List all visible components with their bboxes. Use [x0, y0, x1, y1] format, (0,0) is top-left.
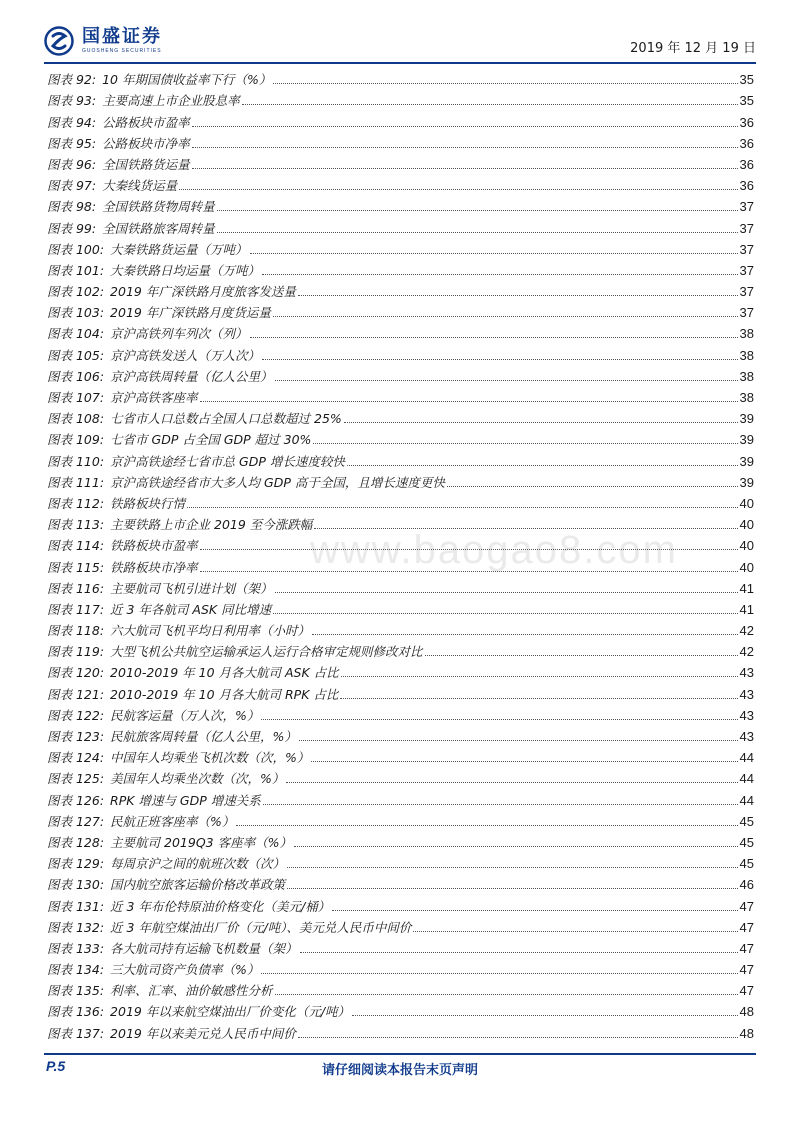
toc-entry-label: 图表 107:	[47, 390, 105, 405]
toc-entry-title: 七省市人口总数占全国人口总数超过 25%	[110, 411, 342, 427]
toc-entry-page: 44	[739, 750, 754, 766]
toc-leader-dots	[236, 825, 737, 826]
toc-entry-label: 图表 130:	[47, 877, 105, 893]
toc-entry-title: 全国铁路旅客周转量	[102, 220, 215, 236]
toc-entry-title: 近 3 年航空煤油出厂价（元/吨）、美元兑人民币中间价	[110, 919, 412, 935]
toc-entry-page: 45	[739, 834, 754, 850]
toc-entry-label: 图表 126:	[47, 792, 105, 808]
toc-entry[interactable]	[47, 724, 754, 745]
toc-entry-title: 京沪高铁列车列次（列）	[110, 326, 248, 342]
toc-entry-label: 图表 123:	[47, 729, 105, 744]
toc-entry[interactable]	[47, 1020, 754, 1041]
toc-entry-title: 近 3 年布伦特原油价格变化（美元/桶）	[110, 898, 331, 914]
toc-entry-page: 38	[739, 368, 754, 384]
toc-entry-title: 2010-2019 年 10 月各大航司 RPK 占比	[110, 686, 339, 702]
toc-entry-page: 35	[739, 72, 754, 88]
logo-icon	[44, 26, 74, 56]
toc-entry[interactable]	[47, 915, 754, 936]
toc-entry-title: 全国铁路货物周转量	[102, 199, 215, 215]
toc-entry-page: 39	[739, 453, 754, 469]
toc-entry-label: 图表 102:	[47, 284, 105, 300]
toc-entry-label: 图表 94:	[47, 114, 97, 130]
toc-entry-title: 2010-2019 年 10 月各大航司 ASK 占比	[110, 665, 339, 681]
toc-entry-label: 图表 109:	[47, 432, 105, 448]
toc-entry-page: 43	[739, 729, 754, 744]
toc-entry-page: 40	[739, 495, 754, 511]
toc-entry-page: 38	[739, 326, 754, 342]
toc-entry[interactable]	[47, 512, 754, 533]
toc-entry[interactable]	[47, 321, 754, 342]
toc-entry-title: 10 年期国债收益率下行（%）	[102, 72, 272, 88]
toc-entry[interactable]	[47, 745, 754, 766]
toc-entry-page: 42	[739, 623, 754, 639]
toc-entry-page: 44	[739, 792, 754, 808]
toc-entry-title: 美国年人均乘坐次数（次，%）	[110, 771, 285, 787]
toc-entry-title: 利率、汇率、油价敏感性分析	[110, 983, 273, 999]
toc-entry-page: 38	[739, 390, 754, 405]
toc-leader-dots	[447, 486, 738, 487]
toc-leader-dots	[340, 698, 737, 699]
toc-leader-dots	[314, 528, 737, 529]
toc-entry-page: 48	[739, 1025, 754, 1041]
toc-entry-label: 图表 108:	[47, 411, 105, 427]
toc-entry[interactable]	[47, 766, 754, 787]
toc-leader-dots	[192, 168, 738, 169]
toc-leader-dots	[298, 295, 738, 296]
toc-leader-dots	[250, 337, 738, 338]
toc-leader-dots	[217, 232, 738, 233]
toc-entry-page: 36	[739, 178, 754, 194]
toc-leader-dots	[413, 931, 737, 932]
toc-entry[interactable]	[47, 364, 754, 385]
toc-entry-label: 图表 98:	[47, 199, 97, 215]
toc-entry-title: 民航客运量（万人次，%）	[110, 707, 260, 723]
toc-entry-label: 图表 116:	[47, 580, 105, 596]
toc-entry-title: 主要铁路上市企业 2019 至今涨跌幅	[110, 517, 313, 533]
toc-entry-title: 大秦铁路日均运量（万吨）	[110, 262, 261, 278]
toc-entry-title: 2019 年以来航空煤油出厂价变化（元/吨）	[110, 1004, 351, 1020]
toc-leader-dots	[294, 846, 738, 847]
toc-leader-dots	[250, 253, 738, 254]
toc-leader-dots	[273, 613, 737, 614]
toc-entry-label: 图表 115:	[47, 559, 105, 575]
toc-entry[interactable]	[47, 639, 754, 660]
toc-entry-label: 图表 127:	[47, 813, 105, 829]
toc-leader-dots	[262, 359, 737, 360]
toc-entry-title: 主要高速上市企业股息率	[102, 93, 240, 109]
toc-entry-page: 35	[739, 93, 754, 109]
toc-entry-title: 六大航司飞机平均日利用率（小时）	[110, 623, 311, 639]
toc-entry-page: 47	[739, 940, 754, 956]
toc-entry-title: 京沪高铁途经七省市总 GDP 增长速度较快	[110, 453, 345, 469]
toc-entry-label: 图表 104:	[47, 326, 105, 342]
toc-entry-label: 图表 110:	[47, 453, 105, 469]
toc-entry-page: 44	[739, 771, 754, 787]
toc-entry-label: 图表 134:	[47, 962, 105, 978]
toc-entry-title: 每周京沪之间的航班次数（次）	[110, 856, 286, 872]
toc-entry[interactable]	[47, 830, 754, 851]
toc-leader-dots	[217, 210, 738, 211]
toc-entry[interactable]	[47, 258, 754, 279]
toc-leader-dots	[200, 571, 738, 572]
toc-entry[interactable]	[47, 554, 754, 575]
toc-entry-page: 47	[739, 898, 754, 914]
toc-leader-dots	[273, 83, 737, 84]
toc-entry-title: 民航正班客座率（%）	[110, 813, 235, 829]
toc-leader-dots	[286, 782, 737, 783]
toc-entry-label: 图表 119:	[47, 644, 105, 660]
toc-entry-page: 36	[739, 114, 754, 130]
toc-entry[interactable]	[47, 470, 754, 491]
toc-entry[interactable]	[47, 957, 754, 978]
toc-entry-title: 主要航司飞机引进计划（架）	[110, 580, 273, 596]
toc-entry-title: 2019 年以来美元兑人民币中间价	[110, 1025, 296, 1041]
toc-entry[interactable]	[47, 703, 754, 724]
toc-entry[interactable]	[47, 300, 754, 321]
toc-leader-dots	[187, 507, 737, 508]
toc-entry-page: 41	[739, 580, 754, 596]
toc-leader-dots	[273, 316, 738, 317]
toc-entry-page: 37	[739, 241, 754, 257]
toc-entry-label: 图表 106:	[47, 368, 105, 384]
toc-entry-title: 七省市 GDP 占全国 GDP 超过 30%	[110, 432, 312, 448]
toc-leader-dots	[192, 147, 738, 148]
toc-leader-dots	[341, 676, 738, 677]
toc-entry-title: 2019 年广深铁路月度货运量	[110, 305, 271, 321]
page-number: P.5	[46, 1058, 66, 1074]
toc-entry[interactable]	[47, 491, 754, 512]
toc-entry-label: 图表 131:	[47, 898, 105, 914]
toc-entry[interactable]	[47, 448, 754, 469]
toc-leader-dots	[242, 104, 738, 105]
toc-entry-title: 大秦线货运量	[102, 178, 178, 194]
toc-entry-page: 42	[739, 644, 754, 660]
toc-leader-dots	[332, 910, 737, 911]
toc-entry[interactable]	[47, 787, 754, 808]
toc-leader-dots	[200, 549, 738, 550]
toc-entry-page: 37	[739, 262, 754, 278]
toc-entry-page: 39	[739, 474, 754, 490]
toc-entry[interactable]	[47, 279, 754, 300]
toc-entry-page: 37	[739, 220, 754, 236]
toc-entry[interactable]	[47, 173, 754, 194]
toc-entry[interactable]	[47, 237, 754, 258]
toc-leader-dots	[311, 761, 737, 762]
figure-index-list	[47, 67, 754, 1042]
toc-entry-label: 图表 92:	[47, 72, 97, 88]
toc-entry-label: 图表 125:	[47, 771, 105, 787]
toc-entry[interactable]	[47, 427, 754, 448]
toc-entry-label: 图表 120:	[47, 665, 105, 681]
toc-leader-dots	[298, 1037, 738, 1038]
toc-entry-page: 36	[739, 135, 754, 151]
toc-entry[interactable]	[47, 194, 754, 215]
toc-entry-title: 近 3 年各航司 ASK 同比增速	[110, 601, 272, 617]
toc-entry[interactable]	[47, 809, 754, 830]
toc-leader-dots	[425, 655, 738, 656]
company-logo	[44, 24, 162, 58]
toc-entry[interactable]	[47, 893, 754, 914]
toc-entry[interactable]	[47, 576, 754, 597]
page-header	[44, 20, 756, 62]
toc-leader-dots	[300, 952, 738, 953]
disclaimer-note: 请仔细阅读本报告末页声明	[321, 1063, 478, 1078]
toc-leader-dots	[192, 126, 738, 127]
toc-leader-dots	[200, 401, 738, 402]
toc-entry[interactable]	[47, 978, 754, 999]
toc-entry-title: 2019 年广深铁路月度旅客发送量	[110, 284, 296, 300]
toc-entry-title: 中国年人均乘坐飞机次数（次，%）	[110, 750, 310, 766]
logo-subtitle: GUOSHENG SECURITIES	[82, 48, 162, 54]
toc-entry-title: 全国铁路货运量	[102, 156, 190, 172]
toc-entry-page: 37	[739, 284, 754, 300]
toc-entry-page: 43	[739, 707, 754, 723]
toc-entry-label: 图表 117:	[47, 601, 105, 617]
toc-entry-title: 铁路板块市净率	[110, 559, 198, 575]
toc-entry[interactable]	[47, 406, 754, 427]
report-date: 2019 年 12 月 19 日	[630, 41, 756, 56]
toc-leader-dots	[312, 634, 737, 635]
toc-leader-dots	[275, 380, 738, 381]
toc-entry-title: 大型飞机公共航空运输承运人运行合格审定规则修改对比	[110, 644, 423, 660]
toc-leader-dots	[261, 719, 737, 720]
toc-entry-label: 图表 99:	[47, 220, 97, 236]
toc-entry-page: 40	[739, 538, 754, 554]
toc-entry-label: 图表 132:	[47, 919, 105, 935]
toc-entry-title: 大秦铁路货运量（万吨）	[110, 241, 248, 257]
header-divider	[44, 62, 756, 64]
toc-entry-label: 图表 133:	[47, 940, 105, 956]
toc-entry-page: 38	[739, 347, 754, 363]
toc-entry-page: 39	[739, 432, 754, 448]
toc-entry-page: 45	[739, 856, 754, 872]
toc-entry-label: 图表 103:	[47, 305, 105, 321]
toc-entry[interactable]	[47, 872, 754, 893]
toc-entry[interactable]	[47, 936, 754, 957]
toc-entry-page: 37	[739, 199, 754, 215]
toc-entry[interactable]	[47, 385, 754, 406]
watermark: www.baogao8.com	[310, 528, 678, 572]
toc-leader-dots	[344, 422, 738, 423]
toc-entry-label: 图表 113:	[47, 517, 105, 533]
toc-entry[interactable]	[47, 999, 754, 1020]
toc-leader-dots	[275, 994, 738, 995]
toc-entry-label: 图表 96:	[47, 156, 97, 172]
toc-leader-dots	[263, 804, 738, 805]
footer-divider	[44, 1053, 756, 1055]
toc-entry[interactable]	[47, 533, 754, 554]
toc-entry-label: 图表 100:	[47, 241, 105, 257]
toc-entry-label: 图表 111:	[47, 474, 105, 490]
toc-entry-title: 京沪高铁周转量（亿人公里）	[110, 368, 273, 384]
toc-entry-label: 图表 122:	[47, 707, 105, 723]
toc-entry[interactable]	[47, 67, 754, 88]
toc-leader-dots	[313, 443, 737, 444]
toc-entry-page: 39	[739, 411, 754, 427]
toc-entry-label: 图表 121:	[47, 686, 105, 702]
toc-entry[interactable]	[47, 152, 754, 173]
toc-entry[interactable]	[47, 215, 754, 236]
toc-entry-title: 铁路板块市盈率	[110, 538, 198, 554]
toc-entry-label: 图表 95:	[47, 135, 97, 151]
toc-entry-page: 46	[739, 877, 754, 893]
toc-entry-page: 43	[739, 686, 754, 702]
toc-entry-label: 图表 124:	[47, 750, 105, 766]
toc-entry-title: 主要航司 2019Q3 客座率（%）	[110, 834, 292, 850]
toc-leader-dots	[287, 888, 737, 889]
toc-entry[interactable]	[47, 597, 754, 618]
toc-entry-label: 图表 101:	[47, 262, 105, 278]
toc-entry[interactable]	[47, 851, 754, 872]
toc-entry-page: 40	[739, 517, 754, 533]
toc-entry-page: 36	[739, 156, 754, 172]
toc-leader-dots	[299, 740, 738, 741]
toc-entry-page: 37	[739, 305, 754, 321]
toc-entry-label: 图表 105:	[47, 347, 105, 363]
toc-entry-page: 47	[739, 962, 754, 978]
toc-leader-dots	[262, 274, 737, 275]
toc-entry-label: 图表 136:	[47, 1004, 105, 1020]
toc-entry-title: 公路板块市盈率	[102, 114, 190, 130]
toc-entry-title: 民航旅客周转量（亿人公里，%）	[110, 729, 297, 744]
toc-entry-title: 铁路板块行情	[110, 495, 186, 511]
toc-entry[interactable]	[47, 109, 754, 130]
toc-leader-dots	[347, 465, 738, 466]
toc-entry-title: 京沪高铁发送人（万人次）	[110, 347, 261, 363]
toc-entry-page: 41	[739, 601, 754, 617]
toc-entry[interactable]	[47, 88, 754, 109]
toc-entry-title: 国内航空旅客运输价格改革政策	[110, 877, 286, 893]
toc-entry-label: 图表 118:	[47, 623, 105, 639]
toc-entry-label: 图表 112:	[47, 495, 105, 511]
logo-name: 国盛证券	[82, 26, 162, 47]
toc-entry-title: 三大航司资产负债率（%）	[110, 962, 260, 978]
toc-entry-title: RPK 增速与 GDP 增速关系	[110, 792, 261, 808]
toc-entry-label: 图表 97:	[47, 178, 97, 194]
toc-entry-label: 图表 129:	[47, 856, 105, 872]
toc-leader-dots	[179, 189, 737, 190]
toc-leader-dots	[287, 867, 737, 868]
toc-entry[interactable]	[47, 660, 754, 681]
toc-entry-label: 图表 137:	[47, 1025, 105, 1041]
toc-entry-page: 45	[739, 813, 754, 829]
toc-entry-page: 48	[739, 1004, 754, 1020]
toc-entry-label: 图表 135:	[47, 983, 105, 999]
toc-leader-dots	[275, 592, 738, 593]
toc-entry-label: 图表 128:	[47, 834, 105, 850]
toc-entry-page: 47	[739, 983, 754, 999]
toc-entry-label: 图表 93:	[47, 93, 97, 109]
toc-entry-label: 图表 114:	[47, 538, 105, 554]
toc-entry[interactable]	[47, 681, 754, 702]
toc-entry-page: 43	[739, 665, 754, 681]
toc-leader-dots	[352, 1015, 737, 1016]
toc-entry-title: 各大航司持有运输飞机数量（架）	[110, 940, 298, 956]
toc-entry-title: 京沪高铁途经省市大多人均 GDP 高于全国，且增长速度更快	[110, 474, 445, 490]
toc-entry-page: 47	[739, 919, 754, 935]
toc-entry[interactable]	[47, 618, 754, 639]
toc-leader-dots	[261, 973, 737, 974]
toc-entry[interactable]	[47, 342, 754, 363]
toc-entry-title: 京沪高铁客座率	[110, 390, 198, 405]
toc-entry-title: 公路板块市净率	[102, 135, 190, 151]
toc-entry[interactable]	[47, 131, 754, 152]
toc-entry-page: 40	[739, 559, 754, 575]
